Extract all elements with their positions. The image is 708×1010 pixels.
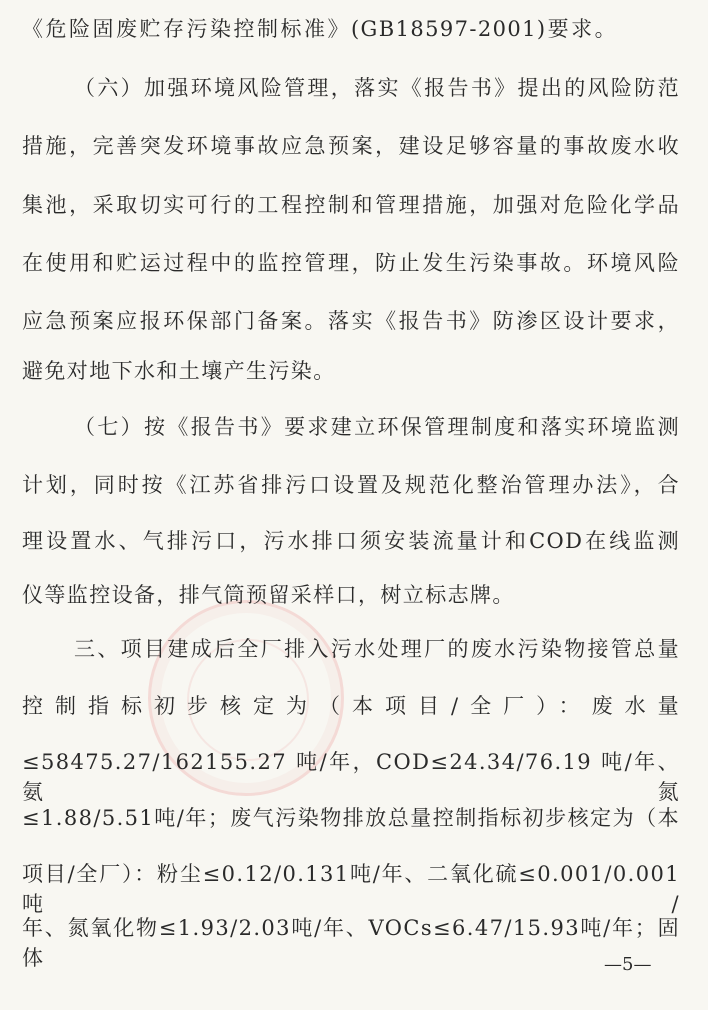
text-line-1: 《危险固废贮存污染控制标准》(GB18597-2001)要求。	[22, 17, 617, 41]
text-line-6: 应急预案应报环保部门备案。落实《报告书》防渗区设计要求，	[22, 309, 680, 333]
text-line-11: 仪等监控设备，排气筒预留采样口，树立标志牌。	[22, 583, 515, 607]
text-line-4: 集池，采取切实可行的工程控制和管理措施，加强对危险化学品	[22, 193, 680, 217]
text-line-2: （六）加强环境风险管理，落实《报告书》提出的风险防范	[74, 76, 680, 100]
text-line-13: 控制指标初步核定为（本项目/全厂）：废水量	[22, 694, 680, 718]
text-line-7: 避免对地下水和土壤产生污染。	[22, 359, 336, 383]
text-line-16: 项目/全厂）：粉尘≤0.12/0.131吨/年、二氧化硫≤0.001/0.001吨/	[22, 862, 680, 916]
text-line-8: （七）按《报告书》要求建立环保管理制度和落实环境监测	[74, 415, 680, 439]
text-line-9: 计划，同时按《江苏省排污口设置及规范化整治管理办法》，合	[22, 473, 680, 497]
text-line-17: 年、氮氧化物≤1.93/2.03吨/年、VOCs≤6.47/15.93吨/年；固体	[22, 916, 680, 970]
text-line-5: 在使用和贮运过程中的监控管理，防止发生污染事故。环境风险	[22, 251, 680, 275]
text-line-3: 措施，完善突发环境事故应急预案，建设足够容量的事故废水收	[22, 134, 680, 158]
text-line-12: 三、项目建成后全厂排入污水处理厂的废水污染物接管总量	[74, 637, 680, 661]
page-number: —5—	[604, 954, 652, 975]
text-line-10: 理设置水、气排污口，污水排口须安装流量计和COD在线监测	[22, 529, 680, 553]
text-line-14: ≤58475.27/162155.27 吨/年，COD≤24.34/76.19 吨/年、氨氮	[22, 750, 680, 804]
text-line-15: ≤1.88/5.51吨/年；废气污染物排放总量控制指标初步核定为（本	[22, 806, 680, 830]
